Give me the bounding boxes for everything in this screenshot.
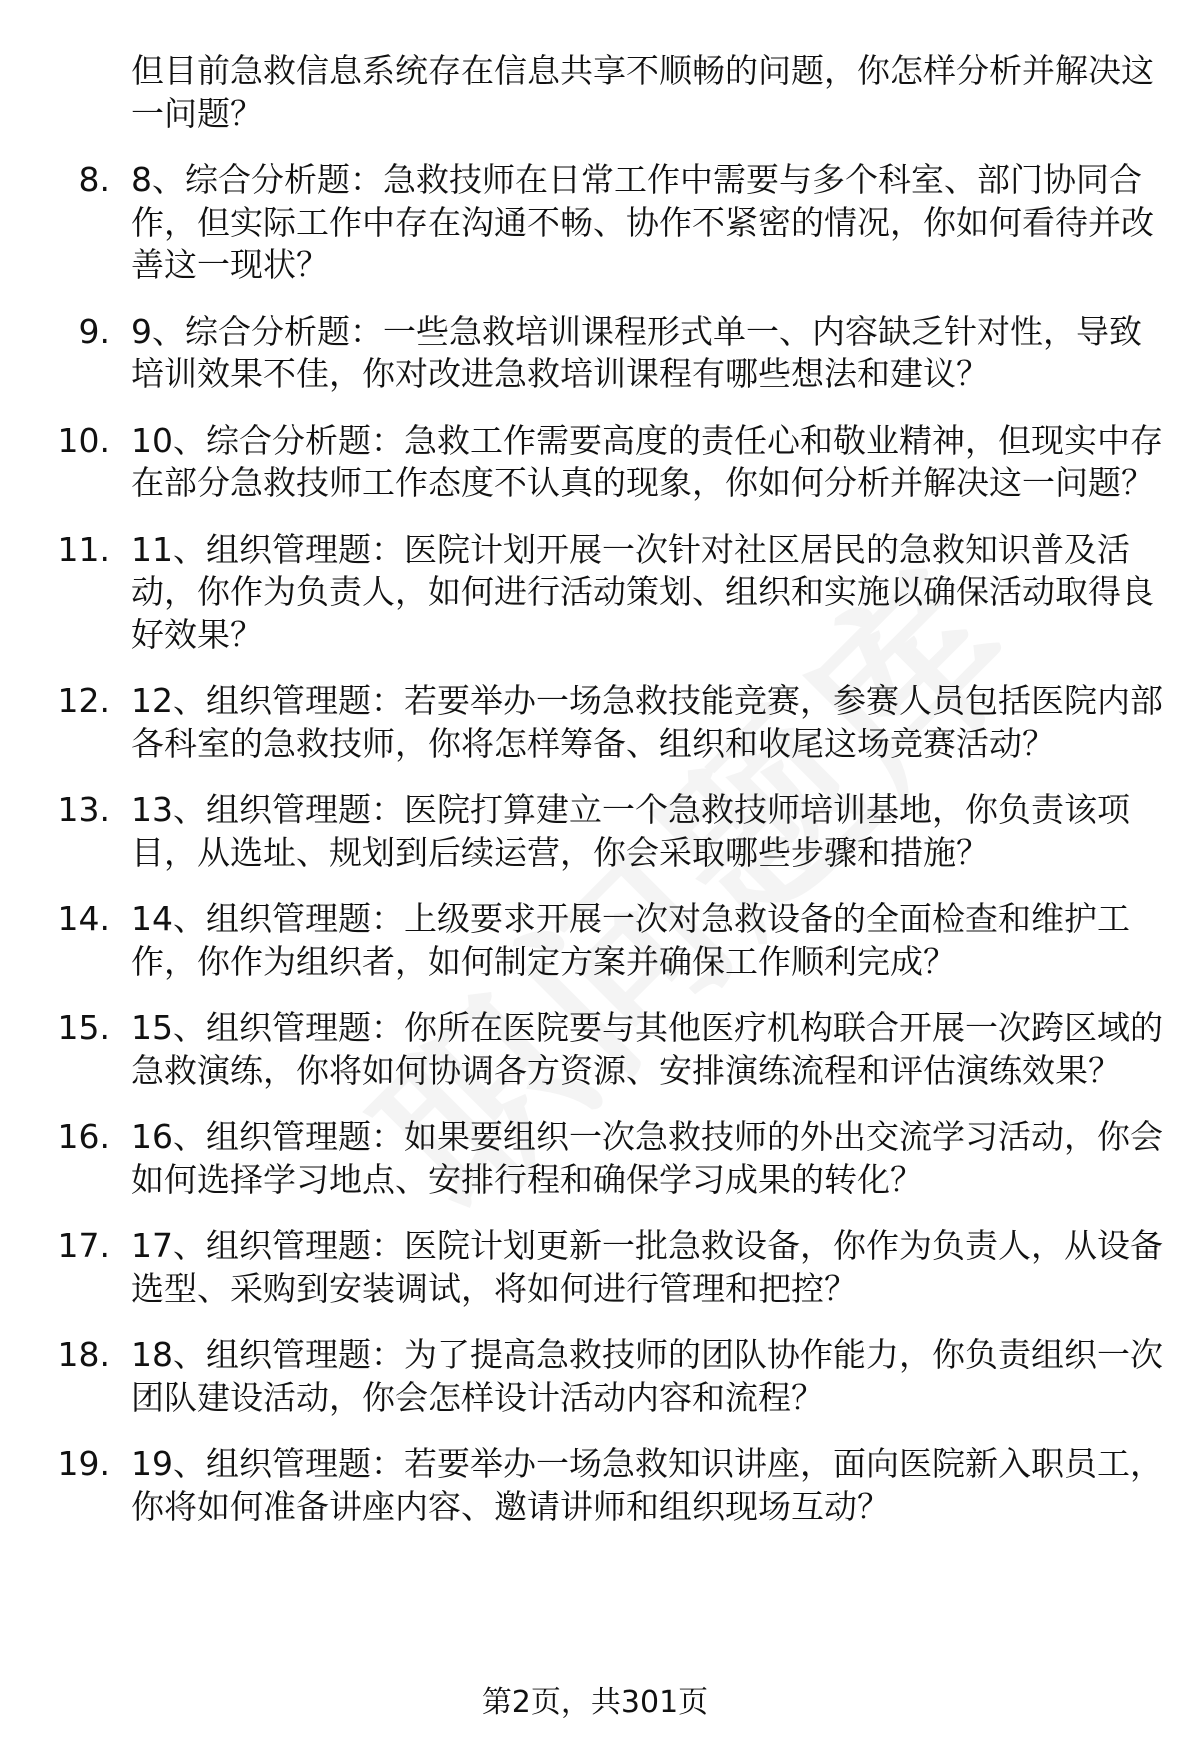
list-item-number: 15.	[57, 1008, 110, 1047]
list-item-text: 12、组织管理题：若要举办一场急救技能竞赛，参赛人员包括医院内部各科室的急救技师，你将怎样筹备、组织和收尾这场竞赛活动？	[131, 681, 1163, 763]
list-item-text: 10、综合分析题：急救工作需要高度的责任心和敬业精神，但现实中存在部分急救技师工作态度不认真的现象，你如何分析并解决这一问题？	[131, 420, 1163, 502]
list-item-text: 13、组织管理题：医院打算建立一个急救技师培训基地，你负责该项目，从选址、规划到后续运营，你会采取哪些步骤和措施？	[131, 790, 1130, 872]
list-item-number: 11.	[57, 529, 110, 569]
list-item-number: 19.	[57, 1444, 110, 1483]
list-item	[0, 1334, 1190, 1419]
list-item	[0, 680, 1190, 765]
list-item-number: 13.	[57, 790, 110, 829]
continuation-text: 但目前急救信息系统存在信息共享不顺畅的问题，你怎样分析并解决这一问题？	[131, 51, 1154, 133]
list-item-number: 12.	[57, 681, 110, 720]
list-item-text: 8、综合分析题：急救技师在日常工作中需要与多个科室、部门协同合作，但实际工作中存在沟通不畅、协作不紧密的情况，你如何看待并改善这一现状？	[131, 160, 1154, 284]
list-item-text: 16、组织管理题：如果要组织一次急救技师的外出交流学习活动，你会如何选择学习地点、安排行程和确保学习成果的转化？	[131, 1117, 1163, 1199]
list-item-number: 9.	[78, 311, 110, 351]
list-item-text: 19、组织管理题：若要举办一场急救知识讲座，面向医院新入职员工，你将如何准备讲座内容、邀请讲师和组织现场互动？	[131, 1444, 1163, 1526]
list-item	[0, 1225, 1190, 1310]
list-item-continuation	[0, 50, 1190, 135]
list-item-number: 18.	[57, 1335, 110, 1374]
list-item-text: 15、组织管理题：你所在医院要与其他医疗机构联合开展一次跨区域的急救演练，你将如何协调各方资源、安排演练流程和评估演练效果？	[131, 1008, 1163, 1090]
list-item	[0, 898, 1190, 983]
list-item-text: 11、组织管理题：医院计划开展一次针对社区居民的急救知识普及活动，你作为负责人，如何进行活动策划、组织和实施以确保活动取得良好效果？	[131, 529, 1154, 654]
list-item	[0, 1443, 1190, 1528]
list-item	[0, 1007, 1190, 1092]
list-item	[0, 311, 1190, 396]
list-item	[0, 420, 1190, 505]
page-footer: 第2页，共301页	[481, 1685, 709, 1720]
list-item-number: 17.	[57, 1226, 110, 1265]
list-item	[0, 529, 1190, 657]
list-item-number: 16.	[57, 1117, 110, 1156]
list-item-text: 14、组织管理题：上级要求开展一次对急救设备的全面检查和维护工作，你作为组织者，如何制定方案并确保工作顺利完成？	[131, 899, 1130, 981]
list-item	[0, 159, 1190, 287]
list-item-number: 8.	[78, 160, 110, 199]
list-item-text: 18、组织管理题：为了提高急救技师的团队协作能力，你负责组织一次团队建设活动，你会怎样设计活动内容和流程？	[131, 1335, 1163, 1417]
list-item	[0, 789, 1190, 874]
list-item-text: 17、组织管理题：医院计划更新一批急救设备，你作为负责人，从设备选型、采购到安装调试，将如何进行管理和把控？	[131, 1226, 1163, 1308]
question-list	[0, 50, 1190, 1552]
list-item	[0, 1116, 1190, 1201]
list-item-number: 14.	[57, 899, 110, 938]
list-item-text: 9、综合分析题：一些急救培训课程形式单一、内容缺乏针对性，导致培训效果不佳，你对改进急救培训课程有哪些想法和建议？	[131, 311, 1142, 393]
list-item-number: 10.	[57, 420, 110, 460]
